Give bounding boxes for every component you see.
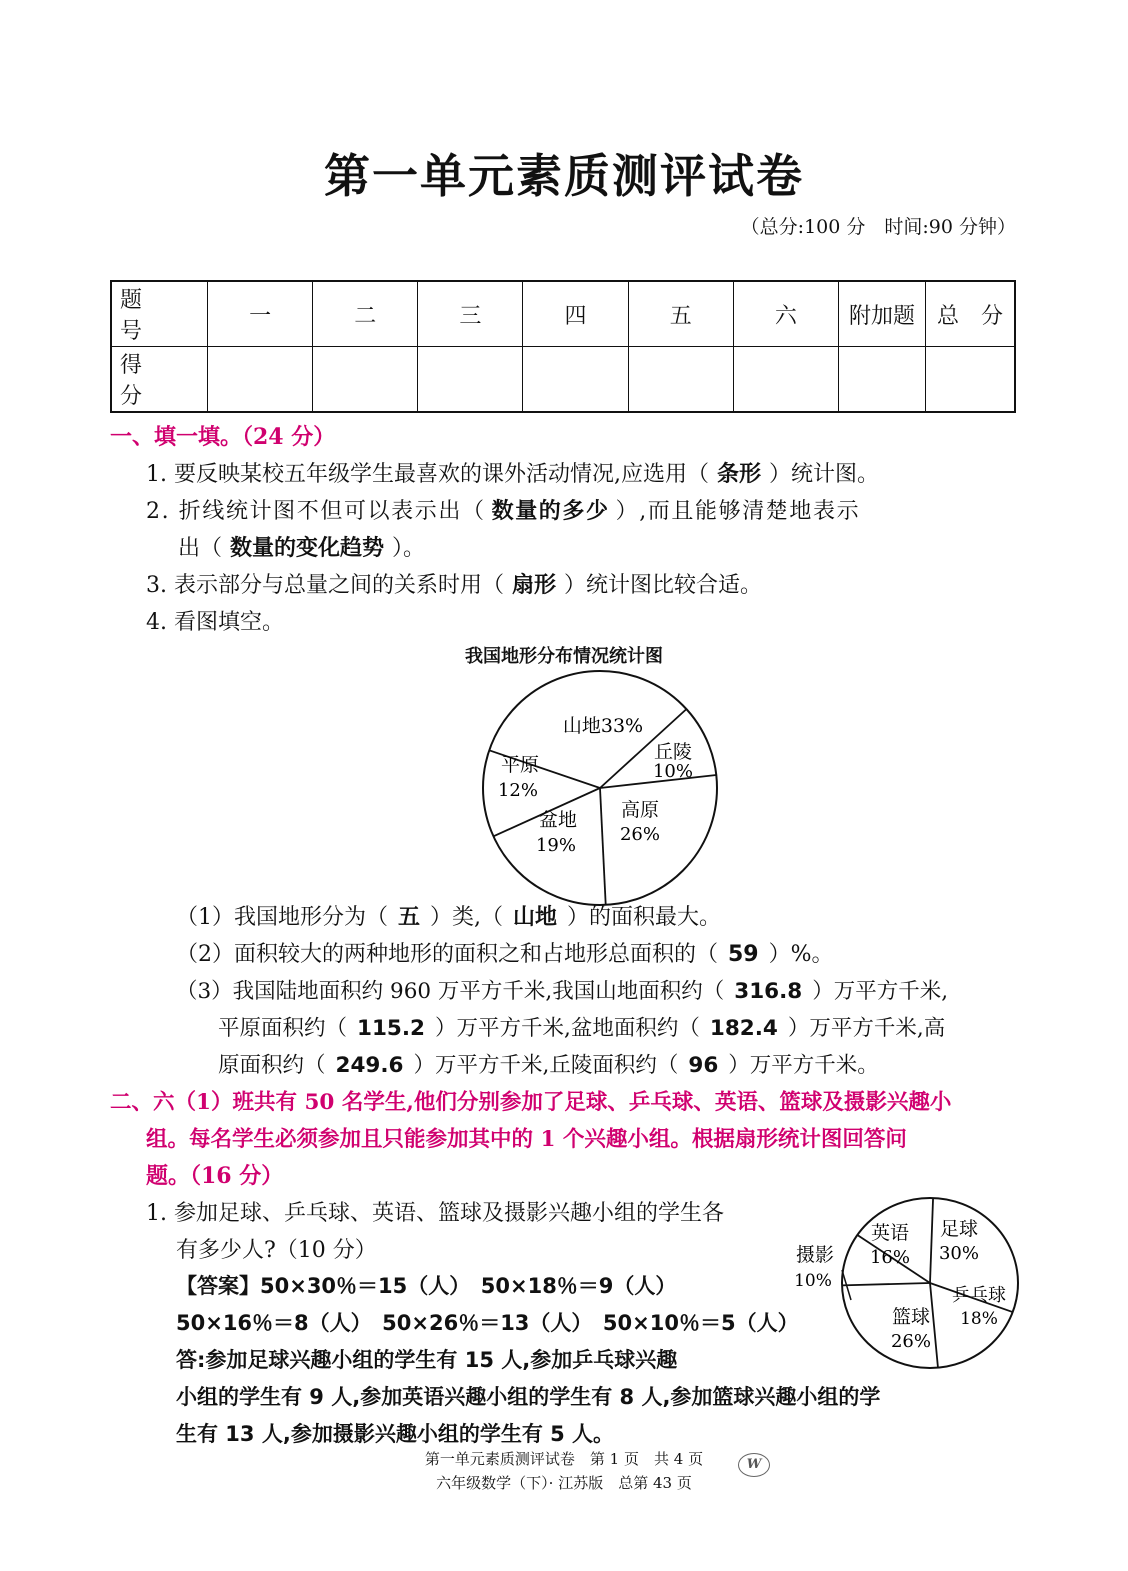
- section2-heading-3: 题。（16 分）: [146, 1163, 284, 1189]
- q1-text: 1. 要反映某校五年级学生最喜欢的课外活动情况,应选用（: [146, 462, 709, 487]
- label-basketball-pct: 26%: [890, 1331, 932, 1352]
- col-3: 三: [418, 281, 523, 347]
- s2-answer-line3: 答:参加足球兴趣小组的学生有 15 人,参加乒乓球兴趣: [176, 1348, 678, 1372]
- label-pingpong-pct: 18%: [960, 1309, 998, 1329]
- q2-answer-2: 数量的变化趋势: [230, 535, 385, 561]
- score-table: [110, 280, 1016, 413]
- label-hills: 丘陵: [653, 741, 693, 763]
- label-plateau-pct: 26%: [619, 824, 661, 845]
- q4: 4. 看图填空。: [146, 610, 284, 635]
- header-label: 题 号: [111, 281, 208, 347]
- score-cell: [839, 347, 926, 413]
- score-cell: [418, 347, 523, 413]
- s2-answer-line4: 小组的学生有 9 人,参加英语兴趣小组的学生有 8 人,参加篮球兴趣小组的学: [176, 1385, 881, 1409]
- q3-text-end: ）统计图比较合适。: [564, 573, 763, 598]
- sub3-line1: [176, 974, 948, 1005]
- col-bonus: 附加题: [839, 281, 926, 347]
- s2-q1-line1: 1. 参加足球、乒乓球、英语、篮球及摄影兴趣小组的学生各: [146, 1201, 724, 1226]
- page-title: 第一单元素质测评试卷: [324, 149, 804, 203]
- chart1-title: 我国地形分布情况统计图: [465, 646, 663, 667]
- s2-answer-line1: 【答案】50×30％＝15（人） 50×18％＝9（人）: [176, 1274, 677, 1298]
- terrain-pie-chart: [480, 668, 720, 908]
- q1: [146, 457, 879, 488]
- q3-text: 3. 表示部分与总量之间的关系时用（: [146, 573, 504, 598]
- label-plain-pct: 12%: [497, 780, 539, 801]
- label-plain: 平原: [500, 754, 540, 776]
- col-4: 四: [523, 281, 628, 347]
- section1-heading: 一、填一填。（24 分）: [110, 424, 336, 450]
- score-cell: [926, 347, 1016, 413]
- q2-text-end: ）。: [392, 536, 426, 561]
- score-cell: [313, 347, 418, 413]
- label-photo: 摄影: [795, 1244, 835, 1266]
- sub1-text-end: ）的面积最大。: [567, 905, 722, 930]
- sub1-answer-2: 山地: [513, 904, 558, 930]
- interest-group-pie-chart: [785, 1195, 1025, 1375]
- label-basketball: 篮球: [891, 1306, 931, 1328]
- sub3-text-3: 原面积约（: [218, 1053, 326, 1078]
- col-5: 五: [628, 281, 733, 347]
- score-table-score-row: [111, 347, 1015, 413]
- sub3-line3: [218, 1048, 879, 1079]
- sub3-line2: [218, 1011, 945, 1042]
- sub3-text-1-end: ）万平方千米,: [812, 979, 949, 1004]
- sub3-answer-mountain: 316.8: [734, 979, 803, 1004]
- q2-answer-1: 数量的多少: [491, 498, 610, 524]
- score-table-header-row: [111, 281, 1015, 347]
- score-cell: [208, 347, 313, 413]
- publisher-logo: W: [738, 1453, 770, 1477]
- footer-line1: 第一单元素质测评试卷 第 1 页 共 4 页: [424, 1450, 704, 1468]
- sub3-text-3-mid: ）万平方千米,丘陵面积约（: [413, 1053, 679, 1078]
- label-basin-pct: 19%: [535, 835, 577, 856]
- sub2-text: （2）面积较大的两种地形的面积之和占地形总面积的（: [176, 942, 718, 967]
- q2-line2: [178, 531, 425, 562]
- sub3-text-2-mid: ）万平方千米,盆地面积约（: [435, 1016, 700, 1041]
- q2-text: 2. 折线统计图不但可以表示出（: [146, 499, 486, 524]
- label-football: 足球: [939, 1218, 979, 1240]
- label-photo-pct: 10%: [794, 1271, 832, 1291]
- sub3-text-3-end: ）万平方千米。: [728, 1053, 879, 1078]
- sub3-text-2: 平原面积约（: [218, 1016, 348, 1041]
- score-cell: [733, 347, 838, 413]
- col-1: 一: [208, 281, 313, 347]
- sub2: [176, 937, 834, 968]
- sub1-text-mid: ）类,（: [430, 905, 504, 930]
- q1-answer: 条形: [716, 461, 761, 487]
- col-2: 二: [313, 281, 418, 347]
- sub2-text-end: ）%。: [768, 942, 834, 967]
- label-mountain: 山地33%: [562, 715, 644, 737]
- label-hills-pct: 10%: [652, 761, 694, 782]
- col-6: 六: [733, 281, 838, 347]
- section2-heading-2: 组。每名学生必须参加且只能参加其中的 1 个兴趣小组。根据扇形统计图回答问: [146, 1127, 907, 1152]
- col-total: 总 分: [926, 281, 1016, 347]
- label-football-pct: 30%: [938, 1243, 980, 1264]
- score-cell: [523, 347, 628, 413]
- sub3-answer-basin: 182.4: [709, 1016, 778, 1041]
- sub1-answer-1: 五: [398, 904, 421, 930]
- section2-heading-1: 二、六（1）班共有 50 名学生,他们分别参加了足球、乒乓球、英语、篮球及摄影兴趣小: [110, 1090, 952, 1115]
- sub3-text-2-end: ）万平方千米,高: [787, 1016, 946, 1041]
- s2-answer-line2: 50×16％＝8（人） 50×26％＝13（人） 50×10％＝5（人）: [176, 1311, 799, 1335]
- q2-text-mid: ）,而且能够清楚地表示: [615, 499, 861, 524]
- sub3-answer-plateau: 249.6: [335, 1053, 404, 1078]
- sub1-text: （1）我国地形分为（: [176, 905, 388, 930]
- score-label: 得 分: [111, 347, 208, 413]
- s2-q1-line2: 有多少人?（10 分）: [176, 1238, 377, 1263]
- exam-meta: （总分:100 分 时间:90 分钟）: [740, 216, 1016, 238]
- sub3-answer-plain: 115.2: [357, 1016, 426, 1041]
- footer-line2: 六年级数学（下）· 江苏版 总第 43 页: [436, 1474, 692, 1492]
- q2-text-2: 出（: [178, 536, 223, 561]
- q3: [146, 568, 762, 599]
- label-pingpong: 乒乓球: [952, 1285, 1006, 1306]
- sub3-answer-hills: 96: [688, 1053, 719, 1078]
- q3-answer: 扇形: [512, 572, 557, 598]
- label-plateau: 高原: [620, 799, 660, 821]
- s2-answer-line5: 生有 13 人,参加摄影兴趣小组的学生有 5 人。: [176, 1422, 615, 1446]
- q2: [146, 494, 860, 525]
- sub3-text-1: （3）我国陆地面积约 960 万平方千米,我国山地面积约（: [176, 979, 725, 1004]
- score-cell: [628, 347, 733, 413]
- q1-text-end: ）统计图。: [769, 462, 880, 487]
- label-basin: 盆地: [538, 809, 578, 831]
- label-english-pct: 16%: [869, 1247, 911, 1268]
- sub1: [176, 900, 721, 931]
- sub2-answer: 59: [728, 942, 759, 967]
- label-english: 英语: [870, 1222, 910, 1244]
